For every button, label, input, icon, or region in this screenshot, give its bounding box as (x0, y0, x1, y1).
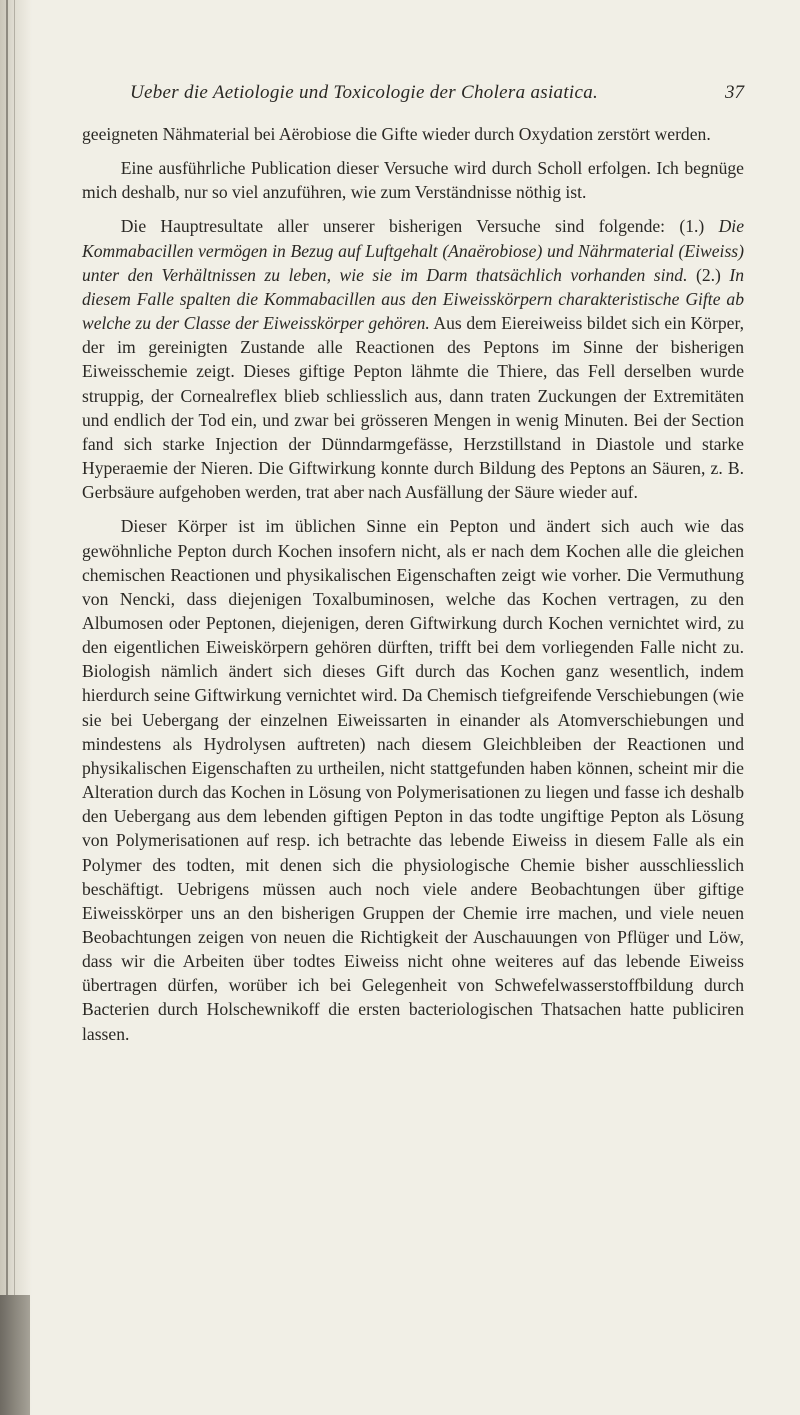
body-text (82, 122, 744, 1046)
result-2-italic: In diesem Falle spalten die Kommabacillen aus den Eiweisskörpern charakteristische Gifte ab welche zu der Classe der Eiweisskörper gehören. (82, 264, 744, 334)
page-binding-edge-inner (14, 0, 15, 1415)
page-binding-shadow (0, 0, 32, 1415)
running-head (82, 82, 744, 110)
result-1-italic: Die Kommabacillen vermögen in Bezug auf Luftgehalt (Anaërobiose) und Nährmaterial (Eiweiss) unter den Verhältnissen zu leben, wie sie im Darm thatsächlich vorhanden sind. (82, 216, 744, 285)
book-page (82, 82, 744, 1046)
page-binding-edge (6, 0, 8, 1415)
page-number: 37 (725, 82, 744, 103)
paragraph-4: Dieser Körper ist im üblichen Sinne ein Pepton und ändert sich auch wie das gewöhnliche Pepton durch Kochen insofern nicht, als er nach dem Kochen alle die gleichen chemischen Reactionen und physikalischen Eigenschaften zeigt wie vorher. Die Vermuthung von Nencki, dass diejenigen Toxalbuminosen, welche das Kochen vertragen, zu den Albumosen oder Peptonen, diejenigen, deren Giftwirkung durch Kochen vernichtet wird, zu den eigentlichen Eiweiskörpern gehören dürften, trifft bei dem vorliegenden Falle nicht zu. Biologish nämlich ändert sich dieses Gift durch das Kochen ganz wesentlich, indem hierdurch seine Giftwirkung vernichtet wird. Da Chemisch tiefgreifende Verschiebungen (wie sie bei Uebergang der einzelnen Eiweissarten in einander als Atomverschiebungen und mindestens als Hydrolysen auftreten) nach diesem Gleichbleiben der Reactionen und physikalischen Eigenschaften zu urtheilen, nicht stattgefunden haben können, scheint mir die Alteration durch das Kochen in Lösung von Polymerisationen zu liegen und fasse ich deshalb den Uebergang aus dem lebenden giftigen Pepton in das todte ungiftige Pepton als Lösung von Polymerisationen auf resp. ich betrachte das lebende Eiweiss in diesem Falle als ein Polymer des todten, mit denen sich die physiologische Chemie bisher ausschliesslich beschäftigt. Uebrigens müssen auch noch viele andere Beobachtungen über giftige Eiweisskörper uns an den bisherigen Gruppen der Chemie irre machen, und viele neuen Beobachtungen zeigen von neuen die Richtigkeit der Auschauungen von Pflüger und Löw, dass wir die Arbeiten über todtes Eiweiss nicht ohne weiteres auf das lebende Eiweiss übertragen dürfen, worüber ich bei Gelegenheit von Schwefelwasserstoffbildung durch Bacterien durch Holschewnikoff die ersten bacteriologischen Thatsachen hatte publiciren lassen. (82, 516, 744, 1044)
paragraph-2: Eine ausführliche Publication dieser Versuche wird durch Scholl erfolgen. Ich begnüge mich deshalb, nur so viel anzuführen, wie zum Verständnisse nöthig ist. (82, 158, 744, 203)
paragraph-3-intro: Die Hauptresultate aller unserer bisherigen Versuche sind folgende: (1.) (120, 216, 719, 237)
paragraph-1: geeigneten Nähmaterial bei Aërobiose die Gifte wieder durch Oxydation zerstört werden. (82, 124, 711, 144)
page-corner-shadow (0, 1295, 30, 1415)
paragraph-3-body: Aus dem Eiereiweiss bildet sich ein Körper, der im gereinigten Zustande alle Reactionen des Peptons im Sinne der bisherigen Eiweisschemie zeigt. Dieses giftige Pepton lähmte die Thiere, das Fell derselben wurde struppig, der Cornealreflex blieb schliesslich aus, dann traten Zuckungen der Extremitäten und endlich der Tod ein, und zwar bei grösseren Mengen in wenig Minuten. Bei der Section fand sich starke Injection der Dünndarmgefässe, Herzstillstand in Diastole und starke Hyperaemie der Nieren. Die Giftwirkung konnte durch Bildung des Peptons an Säuren, z. B. Gerbsäure aufgehoben werden, trat aber nach Ausfällung der Säure wieder auf. (82, 313, 744, 503)
paragraph-3-sep: (2.) (687, 264, 730, 285)
paragraph-3 (82, 214, 744, 504)
running-title: Ueber die Aetiologie und Toxicologie der Cholera asiatica. (130, 82, 599, 103)
